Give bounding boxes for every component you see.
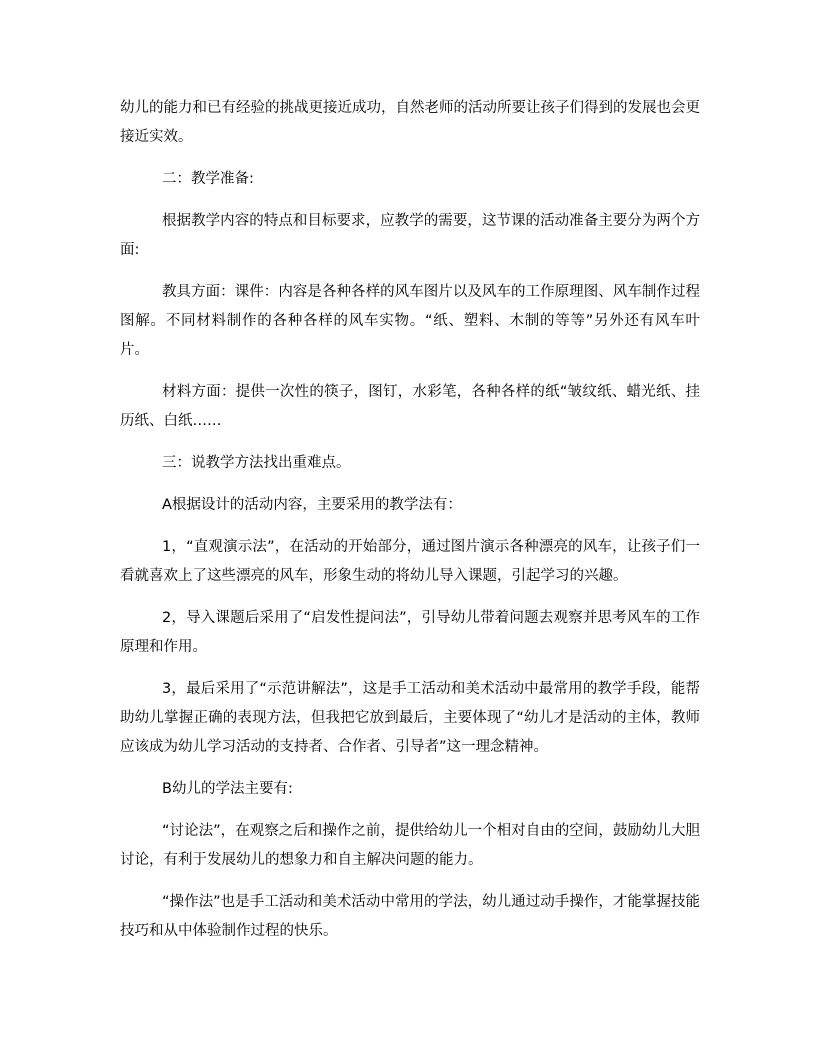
section-heading-methods: 三：说教学方法找出重难点。 <box>162 455 351 471</box>
paragraph-discussion: “讨论法”，在观察之后和操作之前，提供给幼儿一个相对自由的空间，鼓励幼儿大胆讨论，有利于发展幼儿的想象力和自主解决问题的能力。 <box>120 823 700 868</box>
subheading-teaching-methods: A根据设计的活动内容，主要采用的教学法有： <box>162 497 462 513</box>
paragraph-2: 根据教学内容的特点和目标要求，应教学的需要，这节课的活动准备主要分为两个方面: <box>120 213 700 258</box>
subheading-learning-methods: B幼儿的学法主要有: <box>162 781 293 797</box>
paragraph-materials: 材料方面：提供一次性的筷子，图钉，水彩笔，各种各样的纸“皱纹纸、蜡光纸、挂历纸、白纸…… <box>120 384 700 429</box>
paragraph-1: 幼儿的能力和已有经验的挑战更接近成功，自然老师的活动所要让孩子们得到的发展也会更接近实效。 <box>120 100 700 145</box>
list-item-3: 3，最后采用了“示范讲解法”，这是手工活动和美术活动中最常用的教学手段，能帮助幼儿掌握正确的表现方法，但我把它放到最后，主要体现了“幼儿才是活动的主体，教师应该成为幼儿学习活动的支持者、合作者、引导者”这一理念精神。 <box>120 681 700 755</box>
list-item-2: 2，导入课题后采用了“启发性提问法”，引导幼儿带着问题去观察并思考风车的工作原理和作用。 <box>120 610 700 655</box>
list-item-1: 1，“直观演示法”，在活动的开始部分，通过图片演示各种漂亮的风车，让孩子们一看就喜欢上了这些漂亮的风车，形象生动的将幼儿导入课题，引起学习的兴趣。 <box>120 539 700 584</box>
paragraph-teaching-aids: 教具方面：课件：内容是各种各样的风车图片以及风车的工作原理图、风车制作过程图解。不同材料制作的各种各样的风车实物。“纸、塑料、木制的等等”另外还有风车叶片。 <box>120 284 700 358</box>
document-body <box>120 94 700 959</box>
section-heading-preparation: 二：教学准备: <box>162 171 254 187</box>
paragraph-operation: “操作法”也是手工活动和美术活动中常用的学法，幼儿通过动手操作，才能掌握技能技巧和从中体验制作过程的快乐。 <box>120 894 700 939</box>
